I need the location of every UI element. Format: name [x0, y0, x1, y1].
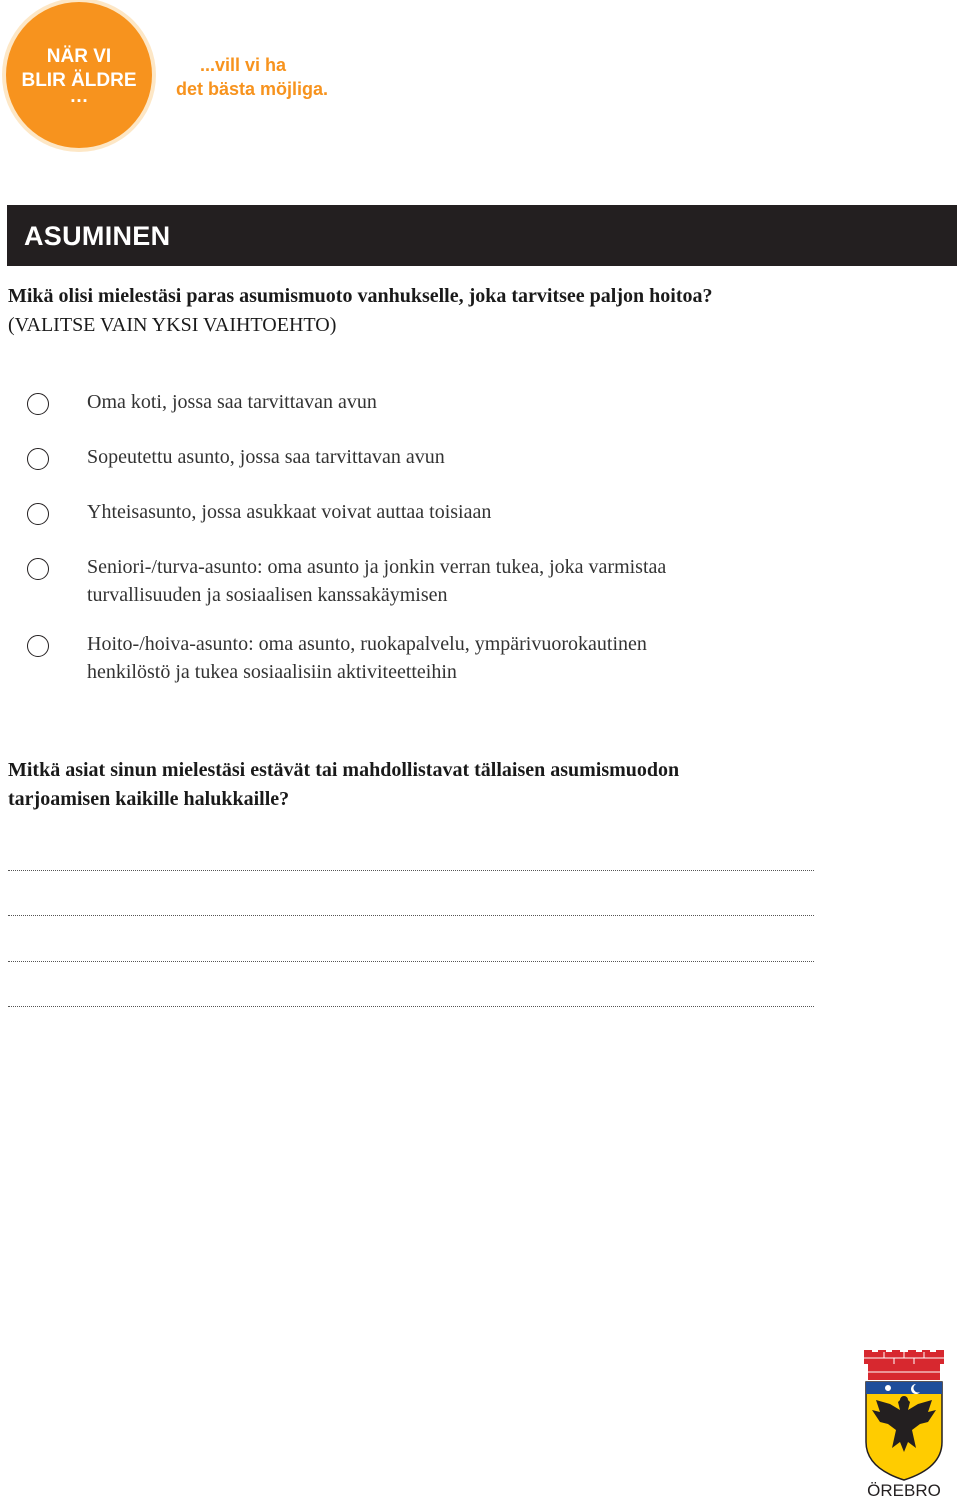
option-label-1-line-1: Oma koti, jossa saa tarvittavan avun [87, 391, 377, 413]
tagline-line-1: ...vill vi ha [200, 55, 287, 75]
option-label-5-line-1: Hoito-/hoiva-asunto: oma asunto, ruokapalvelu, ympärivuorokautinen [87, 633, 647, 655]
coat-of-arms-icon [858, 1350, 950, 1500]
option-label-4 [87, 553, 787, 609]
logo-line-3: … [69, 86, 89, 107]
section-header-bar [7, 205, 957, 266]
answer-line-1[interactable] [8, 870, 814, 871]
option-label-5-line-2: henkilöstö ja tukea sosiaalisiin aktiviteetteihin [87, 661, 457, 683]
logo-tagline [176, 53, 328, 101]
option-label-2 [87, 443, 787, 471]
question-2-line-1: Mitkä asiat sinun mielestäsi estävät tai mahdollistavat tällaisen asumismuodon [8, 759, 680, 781]
logo-line-2: BLIR ÄLDRE [21, 70, 137, 91]
option-label-3 [87, 498, 787, 526]
answer-line-2[interactable] [8, 915, 814, 916]
municipality-name: ÖREBRO [867, 1481, 941, 1500]
section-title: ASUMINEN [24, 221, 171, 251]
logo-line-1: NÄR VI [46, 46, 112, 67]
radio-button-2[interactable] [27, 448, 49, 470]
orebro-coat-of-arms [858, 1350, 950, 1500]
option-label-4-line-2: turvallisuuden ja sosiaalisen kanssakäymisen [87, 584, 448, 606]
nar-vi-blir-aldre-logo [6, 2, 152, 148]
question-1-text: Mikä olisi mielestäsi paras asumismuoto vanhukselle, joka tarvitsee paljon hoitoa? [8, 285, 713, 307]
option-label-1 [87, 388, 787, 416]
answer-line-3[interactable] [8, 961, 814, 962]
answer-line-4[interactable] [8, 1006, 814, 1007]
question-2-line-2: tarjoamisen kaikille halukkaille? [8, 788, 290, 810]
radio-button-5[interactable] [27, 635, 49, 657]
question-1 [8, 282, 908, 340]
radio-button-1[interactable] [27, 393, 49, 415]
radio-button-3[interactable] [27, 503, 49, 525]
option-label-2-line-1: Sopeutettu asunto, jossa saa tarvittavan avun [87, 446, 445, 468]
question-1-instruction: (VALITSE VAIN YKSI VAIHTOEHTO) [8, 314, 337, 336]
radio-button-4[interactable] [27, 558, 49, 580]
tagline-line-2: det bästa möjliga. [176, 79, 329, 99]
option-label-3-line-1: Yhteisasunto, jossa asukkaat voivat auttaa toisiaan [87, 501, 492, 523]
question-2 [8, 756, 868, 814]
option-label-5 [87, 630, 787, 686]
option-label-4-line-1: Seniori-/turva-asunto: oma asunto ja jonkin verran tukea, joka varmistaa [87, 556, 667, 578]
